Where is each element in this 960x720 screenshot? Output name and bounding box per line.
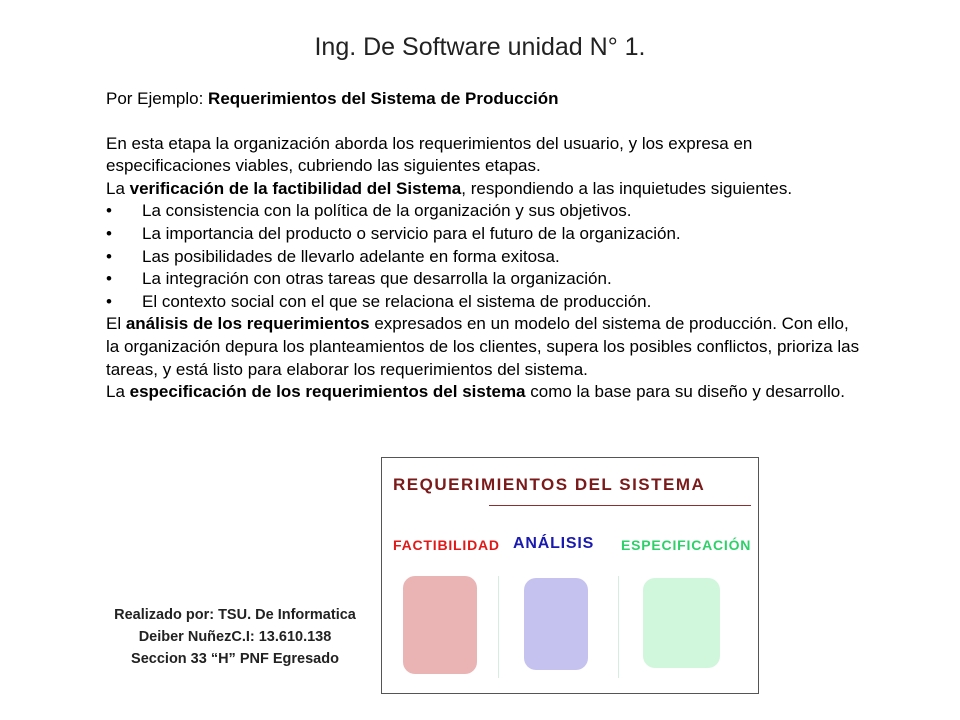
paragraph-3 bbox=[106, 313, 866, 381]
analisis-box bbox=[524, 578, 588, 670]
page-title: Ing. De Software unidad N° 1. bbox=[314, 33, 646, 61]
list-item bbox=[106, 291, 866, 314]
credits-line: Seccion 33 “H” PNF Egresado bbox=[131, 651, 339, 667]
para2-bold: verificación de la factibilidad del Sistema bbox=[129, 178, 462, 198]
list-item-text: La consistencia con la política de la organización y sus objetivos. bbox=[142, 201, 632, 221]
body-text bbox=[106, 88, 866, 404]
list-item bbox=[106, 200, 866, 223]
list-item bbox=[106, 223, 866, 246]
para2-suffix: , respondiendo a las inquietudes siguientes. bbox=[461, 178, 793, 198]
label-analisis: ANÁLISIS bbox=[513, 535, 595, 552]
credits-line: Realizado por: TSU. De Informatica bbox=[114, 607, 356, 623]
credits-line: Deiber NuñezC.I: 13.610.138 bbox=[138, 629, 332, 645]
bullet-icon: • bbox=[106, 269, 112, 289]
intro-line bbox=[106, 88, 866, 111]
intro-prefix: Por Ejemplo: bbox=[106, 89, 209, 108]
list-item-text: La integración con otras tareas que desarrolla la organización. bbox=[142, 269, 612, 289]
para4-prefix: La bbox=[106, 382, 130, 402]
especificacion-box bbox=[643, 578, 720, 668]
list-item-text: La importancia del producto o servicio para el futuro de la organización. bbox=[142, 223, 681, 243]
paragraph-4 bbox=[106, 381, 866, 404]
bullet-icon: • bbox=[106, 291, 112, 311]
spacer bbox=[106, 111, 866, 133]
diagram-title: REQUERIMIENTOS DEL SISTEMA bbox=[393, 475, 706, 494]
divider bbox=[618, 576, 619, 678]
paragraph-1: En esta etapa la organización aborda los requerimientos del usuario, y los expresa en especificaciones viables, cubriendo las siguientes etapas. bbox=[106, 133, 753, 176]
list-item-text: El contexto social con el que se relaciona el sistema de producción. bbox=[142, 291, 652, 311]
list-item-text: Las posibilidades de llevarlo adelante en forma exitosa. bbox=[142, 246, 560, 266]
credits-block bbox=[90, 604, 380, 670]
list-item bbox=[106, 246, 866, 269]
para2-prefix: La bbox=[106, 178, 130, 198]
bullet-icon: • bbox=[106, 223, 112, 243]
para4-suffix: como la base para su diseño y desarrollo. bbox=[525, 382, 845, 402]
label-factibilidad: FACTIBILIDAD bbox=[393, 537, 500, 553]
para3-bold: análisis de los requerimientos bbox=[125, 314, 370, 334]
label-especificacion: ESPECIFICACIÓN bbox=[621, 537, 752, 553]
para4-bold: especificación de los requerimientos del sistema bbox=[129, 382, 526, 402]
para3-prefix: El bbox=[106, 314, 126, 334]
bullet-icon: • bbox=[106, 201, 112, 221]
para3-suffix: expresados en un modelo del sistema de producción. Con ello, la organización depura los planteamientos de los clientes, supera los posibles conflictos, prioriza las tareas, y está listo para elaborar los requerimientos del sistema. bbox=[106, 314, 860, 379]
divider bbox=[498, 576, 499, 678]
bullet-icon: • bbox=[106, 246, 112, 266]
intro-bold: Requerimientos del Sistema de Producción bbox=[208, 89, 559, 108]
list-item bbox=[106, 268, 866, 291]
diagram-title-underline bbox=[489, 505, 751, 506]
requirements-diagram bbox=[381, 457, 759, 694]
paragraph-2 bbox=[106, 178, 866, 201]
factibilidad-box bbox=[403, 576, 477, 674]
